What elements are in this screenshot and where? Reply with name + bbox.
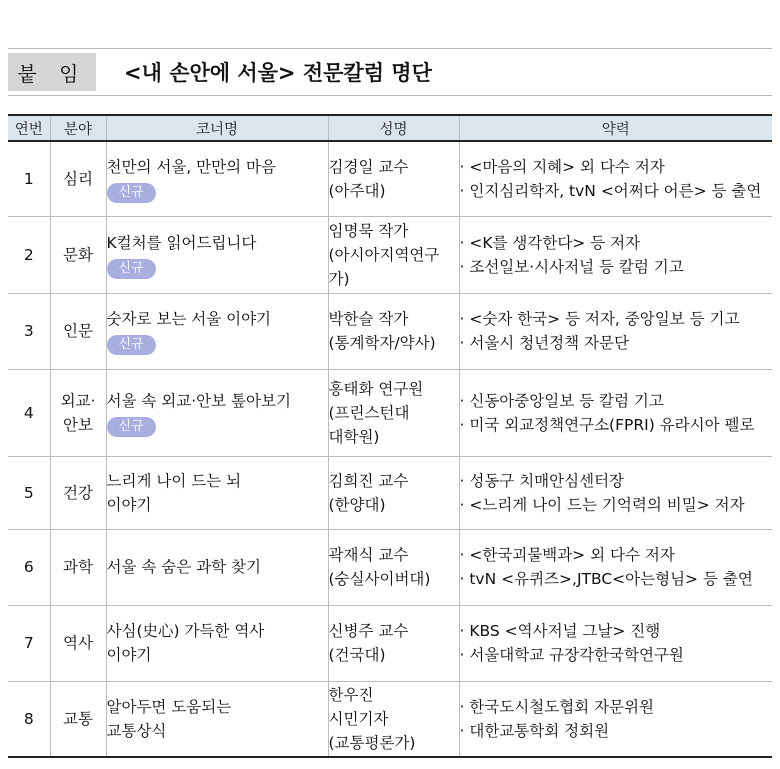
career-item: · 신동아중앙일보 등 칼럼 기고 — [459, 391, 664, 410]
career-item: · tvN <유퀴즈>,JTBC<아는형님> 등 출연 — [459, 570, 753, 588]
field-cell: 문화 — [50, 216, 106, 293]
career-cell — [459, 605, 772, 681]
corner-title: 숫자로 보는 서울 이야기 — [106, 310, 272, 328]
corner-cell — [106, 293, 328, 369]
document-header — [8, 48, 772, 96]
table-row — [8, 681, 772, 757]
corner-title: 사심(史心) 가득한 역사 이야기 — [106, 622, 265, 664]
new-badge: 신규 — [107, 183, 156, 203]
table-row — [8, 529, 772, 605]
table-body — [8, 141, 772, 757]
career-item: · <K를 생각한다> 등 저자 — [459, 233, 641, 252]
name-cell: 홍태화 연구원 (프린스턴대 대학원) — [328, 369, 459, 456]
career-item: · 성동구 치매안심센터장 — [459, 471, 625, 490]
field-cell: 외교· 안보 — [50, 369, 106, 456]
row-number: 4 — [8, 369, 50, 456]
career-cell — [459, 293, 772, 369]
corner-title: 느리게 나이 드는 뇌 이야기 — [106, 471, 242, 514]
column-header-corner: 코너명 — [106, 115, 328, 141]
field-cell: 교통 — [50, 681, 106, 757]
new-badge: 신규 — [107, 335, 156, 355]
career-cell — [459, 681, 772, 757]
new-badge: 신규 — [107, 259, 156, 279]
table-row — [8, 456, 772, 529]
new-badge: 신규 — [107, 417, 156, 437]
table-row — [8, 141, 772, 216]
name-cell: 김경일 교수 (아주대) — [328, 141, 459, 216]
columnist-table — [8, 114, 772, 758]
corner-title: 천만의 서울, 만만의 마음 — [106, 157, 276, 176]
name-cell: 한우진 시민기자 (교통평론가) — [328, 681, 459, 757]
career-item: · KBS <역사저널 그날> 진행 — [459, 622, 661, 640]
corner-cell — [106, 369, 328, 456]
career-item: · 서울대학교 규장각한국학연구원 — [459, 646, 684, 664]
row-number: 1 — [8, 141, 50, 216]
table-header-row — [8, 115, 772, 141]
table-row — [8, 605, 772, 681]
name-cell: 박한슬 작가 (통계학자/약사) — [328, 293, 459, 369]
field-cell: 인문 — [50, 293, 106, 369]
row-number: 8 — [8, 681, 50, 757]
row-number: 3 — [8, 293, 50, 369]
career-item: · 한국도시철도협회 자문위원 — [459, 697, 654, 716]
corner-cell — [106, 216, 328, 293]
row-number: 6 — [8, 529, 50, 605]
name-cell: 곽재식 교수 (숭실사이버대) — [328, 529, 459, 605]
attachment-label: 붙 임 — [8, 53, 96, 91]
row-number: 7 — [8, 605, 50, 681]
column-header-career: 약력 — [459, 115, 772, 141]
career-cell — [459, 369, 772, 456]
career-item: · <느리게 나이 드는 기억력의 비밀> 저자 — [459, 495, 745, 514]
table-row — [8, 216, 772, 293]
field-cell: 과학 — [50, 529, 106, 605]
row-number: 5 — [8, 456, 50, 529]
corner-cell — [106, 456, 328, 529]
career-cell — [459, 456, 772, 529]
corner-cell — [106, 681, 328, 757]
career-item: · <숫자 한국> 등 저자, 중앙일보 등 기고 — [459, 310, 740, 328]
career-item: · 서울시 청년정책 자문단 — [459, 334, 629, 352]
career-item: · 대한교통학회 정회원 — [459, 721, 610, 740]
table-row — [8, 293, 772, 369]
corner-cell — [106, 141, 328, 216]
column-header-name: 성명 — [328, 115, 459, 141]
career-cell — [459, 141, 772, 216]
career-item: · 인지심리학자, tvN <어쩌다 어른> 등 출연 — [459, 181, 762, 200]
corner-title: 알아두면 도움되는 교통상식 — [106, 697, 232, 740]
column-header-field: 분야 — [50, 115, 106, 141]
career-cell — [459, 216, 772, 293]
field-cell: 건강 — [50, 456, 106, 529]
name-cell: 임명묵 작가 (아시아지역연구가) — [328, 216, 459, 293]
table-row — [8, 369, 772, 456]
row-number: 2 — [8, 216, 50, 293]
career-item: · 미국 외교정책연구소(FPRI) 유라시아 펠로 — [459, 415, 755, 434]
document-title: <내 손안에 서울> 전문칼럼 명단 — [124, 61, 432, 85]
name-cell: 신병주 교수 (건국대) — [328, 605, 459, 681]
career-cell — [459, 529, 772, 605]
corner-title: 서울 속 숨은 과학 찾기 — [106, 558, 261, 576]
corner-cell — [106, 529, 328, 605]
corner-title: 서울 속 외교·안보 톺아보기 — [106, 391, 291, 410]
field-cell: 심리 — [50, 141, 106, 216]
corner-title: K컬처를 읽어드립니다 — [106, 233, 257, 252]
career-item: · <마음의 지혜> 외 다수 저자 — [459, 157, 665, 176]
name-cell: 김희진 교수 (한양대) — [328, 456, 459, 529]
field-cell: 역사 — [50, 605, 106, 681]
career-item: · <한국괴물백과> 외 다수 저자 — [459, 546, 675, 564]
corner-cell — [106, 605, 328, 681]
career-item: · 조선일보·시사저널 등 칼럼 기고 — [459, 257, 684, 276]
column-header-number: 연번 — [8, 115, 50, 141]
